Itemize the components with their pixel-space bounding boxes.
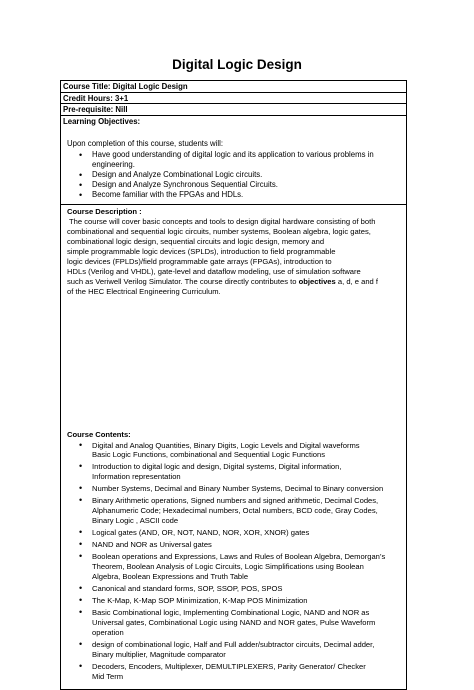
content-line: • NAND and NOR as Universal gates [92, 540, 212, 550]
content-line: • design of combinational logic, Half and Full adder/subtractor circuits, Decimal adder, [92, 639, 375, 649]
objectives-bold-word: objectives [298, 277, 336, 287]
content-line: • Digital and Analog Quantities, Binary Digits, Logic Levels and Digital waveforms [92, 440, 360, 450]
description-line: of the HEC Electrical Engineering Curriculum. [67, 287, 221, 297]
description-and-contents-cell [61, 205, 406, 689]
content-line: • Logical gates (AND, OR, NOT, NAND, NOR, XOR, XNOR) gates [92, 528, 310, 538]
objective-line: Design and Analyze Combinational Logic circuits. [92, 169, 263, 179]
description-line: logic devices (FPLDs)/field programmable gate arrays (FPGAs), introduction to [67, 256, 332, 266]
description-line-end: a, d, e and f [335, 277, 378, 287]
content-item [79, 528, 402, 538]
learning-objectives-cell [61, 116, 406, 205]
objective-line: • Have good understanding of digital logic and its application to various problems in [92, 149, 374, 159]
content-line: Universal gates, Combinational Logic using NAND and NOR gates, Pulse Waveform [92, 617, 376, 627]
objective-item [79, 150, 394, 170]
course-description-text [67, 217, 402, 298]
content-line: • The K-Map, K-Map SOP Minimization, K-Map POS Minimization [92, 595, 308, 605]
content-line: • Introduction to digital logic and design, Digital systems, Digital information, [92, 462, 342, 472]
objective-line: Design and Analyze Synchronous Sequential Circuits. [92, 180, 278, 190]
course-contents-list [79, 441, 402, 684]
content-line: Mid Term [92, 671, 124, 681]
description-line: simple programmable logic devices (SPLDs), introduction to field programmable [67, 246, 336, 256]
credit-hours-row: Credit Hours: 3+1 [61, 93, 406, 105]
content-item [79, 540, 402, 550]
course-contents-heading: Course Contents: [67, 429, 131, 439]
objective-line: Become familiar with the FPGAs and HDLs. [92, 190, 244, 200]
content-item [79, 640, 402, 660]
content-line: Binary multiplier, Magnitude comparator [92, 649, 226, 659]
content-item [79, 662, 402, 682]
content-line: • Canonical and standard forms, SOP, SSOP, POS, SPOS [92, 583, 283, 593]
content-item [79, 584, 402, 594]
objective-item [79, 180, 394, 190]
content-line: Binary Logic , ASCII code [92, 516, 179, 526]
content-item [79, 596, 402, 606]
content-line: • Number Systems, Decimal and Binary Number Systems, Decimal to Binary conversion [92, 484, 384, 494]
objective-item [79, 190, 394, 200]
description-line: HDLs (Verilog and VHDL), gate-level and dataflow modeling, use of simulation software [67, 266, 361, 276]
content-line: operation [92, 627, 124, 637]
content-line: • Decoders, Encoders, Multiplexer, DEMULTIPLEXERS, Parity Generator/ Checker [92, 661, 366, 671]
objective-line: engineering. [92, 159, 135, 169]
content-item [79, 484, 402, 494]
content-line: Information representation [92, 472, 181, 482]
content-line: • Basic Combinational logic, Implementing Combinational Logic, NAND and NOR as [92, 607, 370, 617]
content-line: • Binary Arithmetic operations, Signed numbers and signed arithmetic, Decimal Codes, [92, 496, 379, 506]
content-line: • Boolean operations and Expressions, Laws and Rules of Boolean Algebra, Demorgan’s [92, 552, 386, 562]
description-line-with-bold [67, 277, 402, 287]
objective-item [79, 170, 394, 180]
description-line: combinational logic design, sequential circuits and logic design, memory and [67, 236, 325, 246]
prerequisite-row: Pre-requisite: Nill [61, 104, 406, 116]
content-item [79, 552, 402, 582]
content-line: Basic Logic Functions, combinational and Sequential Logic Functions [92, 450, 326, 460]
learning-objectives-heading: Learning Objectives: [63, 116, 141, 126]
content-item [79, 608, 402, 638]
content-item [79, 496, 402, 526]
description-line: combinational and sequential logic circuits, number systems, Boolean algebra, logic gates, [67, 226, 371, 236]
course-title-row: Course Title: Digital Logic Design [61, 81, 406, 93]
course-description-heading: Course Description : [67, 206, 142, 216]
content-line: Theorem, Boolean Analysis of Logic Circuits, Logic Simplifications using Boolean [92, 562, 364, 572]
course-table [60, 80, 407, 690]
content-item [79, 441, 402, 461]
description-line-start: such as Veriwell Verilog Simulator. The course directly contributes to [67, 277, 297, 287]
objectives-list [79, 150, 394, 201]
content-line: Alphanumeric Code; Hexadecimal numbers, Octal numbers, BCD code, Gray Codes, [92, 506, 378, 516]
description-line: The course will cover basic concepts and tools to design digital hardware consisting of both [69, 216, 376, 226]
content-item [79, 462, 402, 482]
page-title: Digital Logic Design [172, 57, 302, 72]
content-line: Algebra, Boolean Expressions and Truth Table [92, 571, 249, 581]
objectives-intro: Upon completion of this course, students will: [67, 138, 224, 148]
